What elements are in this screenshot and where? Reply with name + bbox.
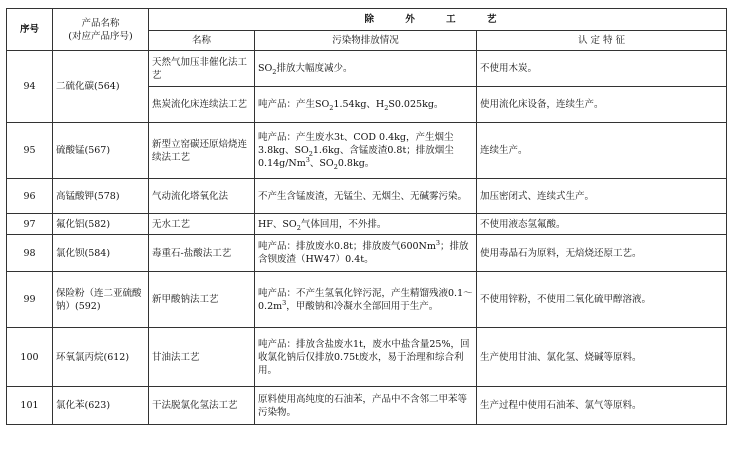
row-number: 94	[7, 51, 53, 123]
process-name: 焦炭流化床连续法工艺	[149, 87, 255, 123]
features: 生产过程中使用石油苯、氯气等原料。	[477, 387, 727, 425]
features: 不使用液态氢氟酸。	[477, 214, 727, 235]
process-name: 毒重石-盐酸法工艺	[149, 235, 255, 272]
header-group: 除 外 工 艺	[149, 9, 727, 31]
header-features: 认 定 特 征	[477, 31, 727, 51]
pollution-info: HF、$SO_2$气体回用，不外排。	[255, 214, 477, 235]
process-name: 天然气加压非催化法工艺	[149, 51, 255, 87]
features: 连续生产。	[477, 123, 727, 179]
features: 使用毒晶石为原料，无焙烧还原工艺。	[477, 235, 727, 272]
header-product-name	[53, 9, 149, 51]
table-row	[7, 387, 727, 425]
table-row	[7, 328, 727, 387]
features: 不使用锌粉，不使用二氧化硫甲醇溶液。	[477, 272, 727, 328]
product-name: 保险粉（连二亚硫酸钠）(592)	[53, 272, 149, 328]
features: 加压密闭式、连续式生产。	[477, 179, 727, 214]
pollution-info: $SO_2$排放大幅度减少。	[255, 51, 477, 87]
header-name: 名称	[149, 31, 255, 51]
process-table	[6, 8, 727, 425]
row-number: 99	[7, 272, 53, 328]
product-name: 环氧氯丙烷(612)	[53, 328, 149, 387]
pollution-info: 吨产品：排放含盐废水1t，废水中盐含量25%，回收氯化钠后仅排放0.75t废水，易于治理和综合利用。	[255, 328, 477, 387]
table-row	[7, 123, 727, 179]
row-number: 97	[7, 214, 53, 235]
process-name: 新型立窑碳还原焙烧连续法工艺	[149, 123, 255, 179]
header-product-name-line2: (对应产品序号)	[68, 30, 133, 42]
process-name: 干法脱氯化氢法工艺	[149, 387, 255, 425]
row-number: 98	[7, 235, 53, 272]
features: 生产使用甘油、氯化氢、烧碱等原料。	[477, 328, 727, 387]
product-name: 高锰酸钾(578)	[53, 179, 149, 214]
pollution-info: 吨产品：产生$SO_21.54kg$、$H_2S0.025kg$。	[255, 87, 477, 123]
row-number: 101	[7, 387, 53, 425]
features: 不使用木炭。	[477, 51, 727, 87]
process-name: 甘油法工艺	[149, 328, 255, 387]
row-number: 95	[7, 123, 53, 179]
product-name: 硫酸锰(567)	[53, 123, 149, 179]
row-number: 100	[7, 328, 53, 387]
product-name: 氯化苯(623)	[53, 387, 149, 425]
features: 使用流化床设备，连续生产。	[477, 87, 727, 123]
table-row	[7, 179, 727, 214]
table-row	[7, 51, 727, 87]
table-row	[7, 272, 727, 328]
pollution-info: 不产生含锰废渣，无锰尘、无烟尘、无碱雾污染。	[255, 179, 477, 214]
row-number: 96	[7, 179, 53, 214]
header-seq: 序号	[7, 9, 53, 51]
pollution-info: 吨产品：排放废水0.8t；排放废气600Nm$^3$；排放含钡废渣（HW47）0.4t。	[255, 235, 477, 272]
product-name: 氯化钡(584)	[53, 235, 149, 272]
header-pollution: 污染物排放情况	[255, 31, 477, 51]
process-name: 气动流化塔氧化法	[149, 179, 255, 214]
pollution-info: 原料使用高纯度的石油苯，产品中不含邻二甲苯等污染物。	[255, 387, 477, 425]
table-row	[7, 214, 727, 235]
pollution-info: 吨产品：不产生氢氧化锌污泥，产生精馏残液$0.1\sim 0.2m^3$，甲酸钠和冷凝水全部回用于生产。	[255, 272, 477, 328]
pollution-info: 吨产品：产生废水3t、COD 0.4kg，产生烟尘3.8kg、$SO_21.6kg$、含锰废渣0.8t；排放烟尘0.14g/Nm$^3$、$SO_20.8kg$。	[255, 123, 477, 179]
product-name: 二硫化碳(564)	[53, 51, 149, 123]
table-row	[7, 235, 727, 272]
header-product-name-line1: 产品名称	[81, 17, 120, 29]
process-name: 无水工艺	[149, 214, 255, 235]
process-name: 新甲酸钠法工艺	[149, 272, 255, 328]
product-name: 氟化铝(582)	[53, 214, 149, 235]
